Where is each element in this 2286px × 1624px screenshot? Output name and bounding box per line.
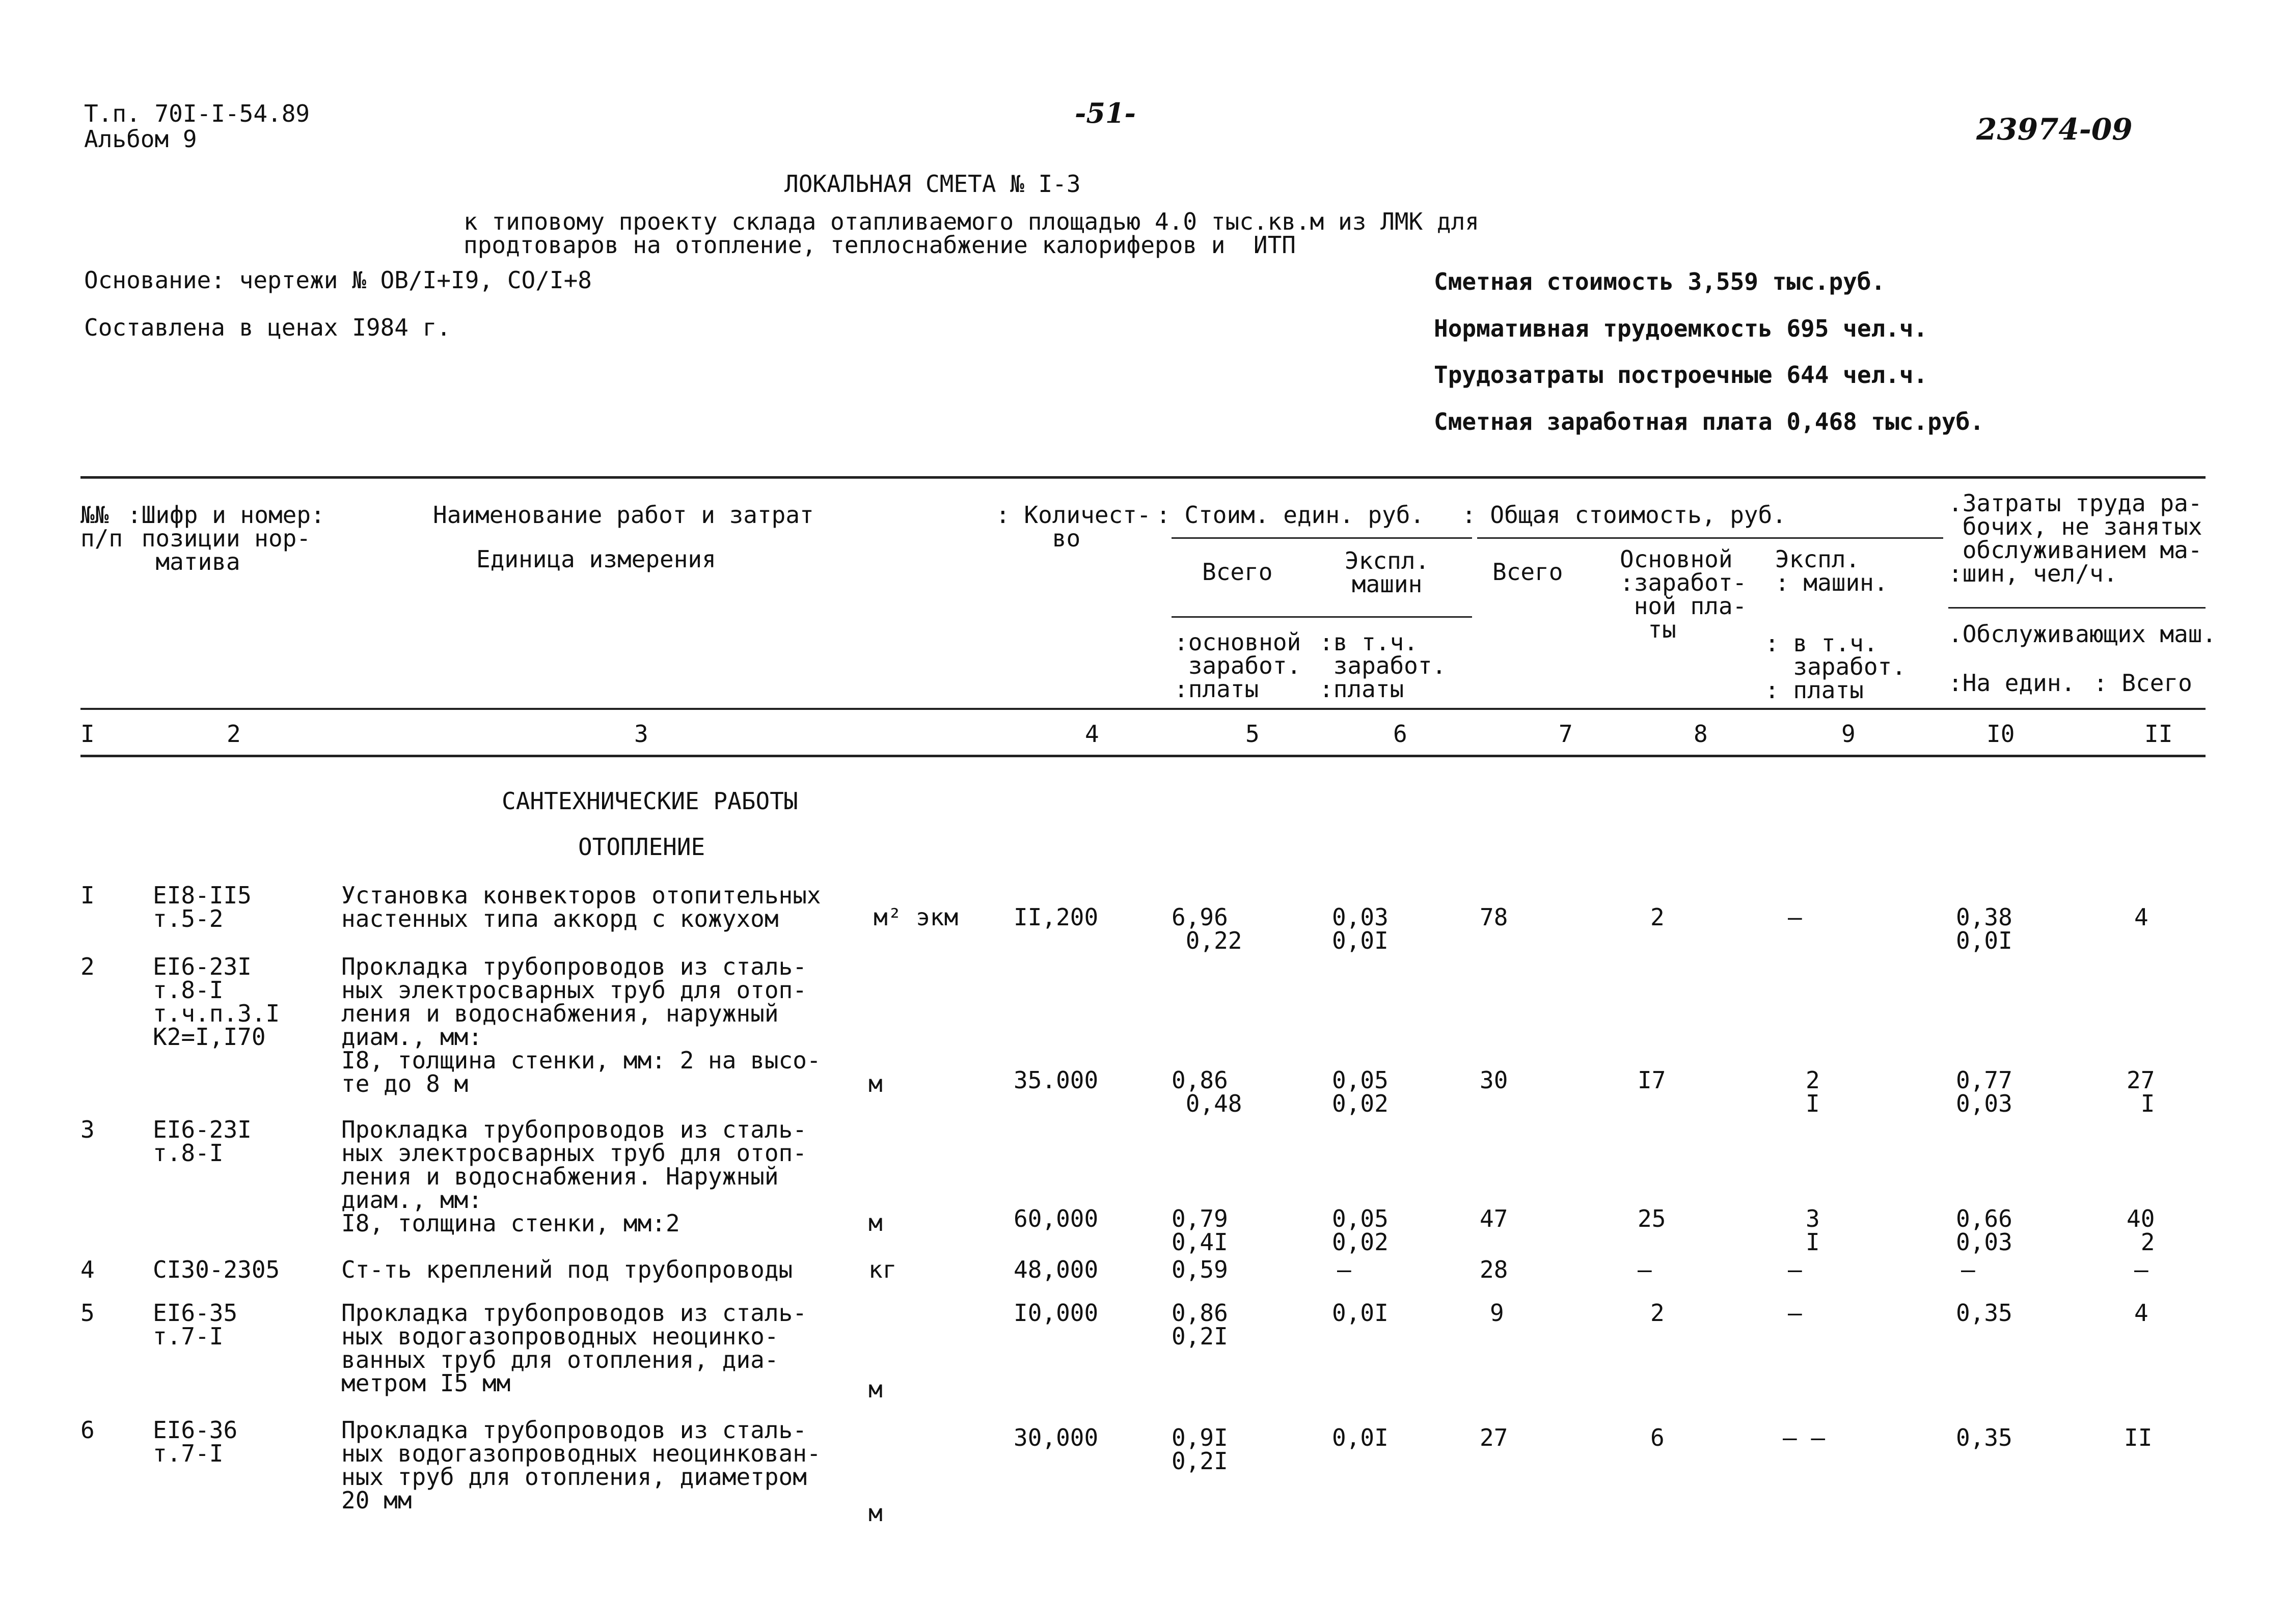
total-cost-underline <box>1477 537 1943 539</box>
col-number-2: 2 <box>227 720 241 748</box>
row-total-total: 30 <box>1480 1066 1508 1094</box>
header-labor: .Затраты труда ра- бочих, не занятых обслуживанием ма- :шин, чел/ч. <box>1948 489 2202 587</box>
row-number: 3 <box>80 1116 95 1143</box>
doc-id-line1: Т.п. 70I-I-54.89 <box>84 100 310 127</box>
row-labor-unit: 0,77 0,03 <box>1956 1066 2012 1117</box>
row-unit-total: 0,9I 0,2I <box>1172 1424 1228 1475</box>
row-unit: м <box>868 1070 883 1097</box>
row-total-mach: 3 I <box>1806 1205 1820 1256</box>
row-code: EI6-23I т.8-I т.ч.п.3.I К2=I,I70 <box>153 953 280 1051</box>
header-total-mach: Экспл. : машин. <box>1775 545 1888 596</box>
row-unit: м <box>868 1499 883 1527</box>
header-labor-serv: .Обслуживающих маш. <box>1948 620 2217 648</box>
row-code: CI30-2305 <box>153 1256 280 1283</box>
header-total-cost: : Общая стоимость, руб. <box>1462 501 1786 529</box>
document-subtitle-1: к типовому проекту склада отапливаемого площадью 4.0 тыс.кв.м из ЛМК для <box>464 208 1479 235</box>
row-unit-mach: 0,05 0,02 <box>1332 1205 1389 1256</box>
table-header-rule <box>80 708 2206 710</box>
row-code: EI8-II5 т.5-2 <box>153 882 252 932</box>
col-number-11: II <box>2144 720 2173 748</box>
row-quantity: 60,000 <box>1014 1205 1099 1232</box>
header-col-number: №№ п/п <box>80 501 123 552</box>
col-number-4: 4 <box>1085 720 1099 748</box>
row-total-wage: 2 <box>1650 903 1665 931</box>
basis-drawings: Основание: чертежи № ОВ/I+I9, СО/I+8 <box>84 266 592 294</box>
row-unit: м² экм <box>874 903 959 931</box>
section-heading: САНТЕХНИЧЕСКИЕ РАБОТЫ <box>502 787 798 815</box>
row-unit-total: 6,96 0,22 <box>1172 903 1242 954</box>
col-number-9: 9 <box>1841 720 1856 748</box>
row-labor-unit: 0,66 0,03 <box>1956 1205 2012 1256</box>
row-labor-total: 4 <box>2134 1299 2148 1327</box>
col-number-1: I <box>80 720 95 748</box>
row-unit: м <box>868 1375 883 1403</box>
row-unit-mach: – <box>1337 1256 1351 1283</box>
row-number: 5 <box>80 1299 95 1327</box>
row-number: 2 <box>80 953 95 980</box>
row-number: 4 <box>80 1256 95 1283</box>
row-total-total: 28 <box>1480 1256 1508 1283</box>
header-total-total: Всего <box>1492 558 1563 586</box>
header-col-code: :Шифр и номер: позиции нор- матива <box>127 501 325 575</box>
unit-cost-underline <box>1172 537 1472 539</box>
row-name: Прокладка трубопроводов из сталь- ных водогазопроводных неоцинко- ванных труб для отопления, диа- метром I5 мм <box>341 1299 807 1397</box>
row-unit-mach: 0,0I <box>1332 1299 1389 1327</box>
row-quantity: 35.000 <box>1014 1066 1099 1094</box>
row-total-total: 27 <box>1480 1424 1508 1451</box>
row-total-total: 78 <box>1480 903 1508 931</box>
row-total-mach: – – <box>1783 1424 1826 1451</box>
table-number-rule <box>80 755 2206 757</box>
col-number-8: 8 <box>1694 720 1708 748</box>
labor-mid-rule <box>1948 607 2206 609</box>
row-name: Ст-ть креплений под трубопроводы <box>341 1256 793 1283</box>
col-number-6: 6 <box>1393 720 1407 748</box>
inventory-number: 23974-09 <box>1976 112 2133 147</box>
basis-prices: Составлена в ценах I984 г. <box>84 314 451 341</box>
col-number-7: 7 <box>1559 720 1573 748</box>
row-name: Прокладка трубопроводов из сталь- ных электросварных труб для отоп- ления и водоснабжения. Наружный диам., мм: I8, толщина стенки, мм:2 <box>341 1116 807 1237</box>
row-unit-total: 0,86 0,48 <box>1172 1066 1242 1117</box>
header-total-wage: Основной :заработ- ной пла- ты <box>1620 545 1747 643</box>
row-quantity: II,200 <box>1014 903 1099 931</box>
row-total-total: 47 <box>1480 1205 1508 1232</box>
row-unit-total: 0,79 0,4I <box>1172 1205 1228 1256</box>
row-total-wage: – <box>1638 1256 1652 1283</box>
row-code: EI6-23I т.8-I <box>153 1116 252 1167</box>
row-total-wage: I7 <box>1638 1066 1666 1094</box>
summary-wages: Сметная заработная плата 0,468 тыс.руб. <box>1434 408 1984 435</box>
document-title: ЛОКАЛЬНАЯ СМЕТА № I-3 <box>784 170 1081 198</box>
row-labor-total: 40 2 <box>2127 1205 2155 1256</box>
row-code: EI6-36 т.7-I <box>153 1416 238 1467</box>
row-unit-total: 0,86 0,2I <box>1172 1299 1228 1350</box>
subsection-heading: ОТОПЛЕНИЕ <box>578 833 705 861</box>
row-labor-unit: 0,35 <box>1956 1424 2012 1451</box>
row-number: I <box>80 882 95 909</box>
unit-cost-mid-rule <box>1172 616 1472 618</box>
row-unit-mach: 0,0I <box>1332 1424 1389 1451</box>
doc-id-line2: Альбом 9 <box>84 125 197 153</box>
row-total-total: 9 <box>1490 1299 1504 1327</box>
header-unit-mach-wage: :в т.ч. заработ. :платы <box>1319 628 1447 703</box>
table-top-rule <box>80 476 2206 479</box>
col-number-10: I0 <box>1986 720 2015 748</box>
row-quantity: 48,000 <box>1014 1256 1099 1283</box>
header-total-mach-wage: : в т.ч. заработ. : платы <box>1765 629 1906 704</box>
summary-cost: Сметная стоимость 3,559 тыс.руб. <box>1434 268 1886 295</box>
header-col-name: Наименование работ и затрат <box>433 501 814 529</box>
row-labor-total: 4 <box>2134 903 2148 931</box>
row-unit-mach: 0,03 0,0I <box>1332 903 1389 954</box>
header-labor-per-unit: :На един. <box>1948 669 2076 697</box>
row-name: Прокладка трубопроводов из сталь- ных электросварных труб для отоп- ления и водоснабжения, наружный диам., мм: I8, толщина стенки, мм: 2 на высо- те до 8 м <box>341 953 821 1097</box>
row-labor-unit: – <box>1961 1256 1975 1283</box>
row-quantity: I0,000 <box>1014 1299 1099 1327</box>
row-code: EI6-35 т.7-I <box>153 1299 238 1350</box>
row-total-mach: – <box>1788 1299 1802 1327</box>
col-number-3: 3 <box>634 720 648 748</box>
row-unit-total: 0,59 <box>1172 1256 1228 1283</box>
row-name: Установка конвекторов отопительных настенных типа аккорд с кожухом <box>341 882 821 932</box>
document-subtitle-2: продтоваров на отопление, теплоснабжение калориферов и ИТП <box>464 231 1296 259</box>
header-col-quantity: : Количест- во <box>996 501 1151 552</box>
row-labor-total: II <box>2124 1424 2153 1451</box>
header-unit-mach: Экспл. машин <box>1345 547 1430 598</box>
row-unit-mach: 0,05 0,02 <box>1332 1066 1389 1117</box>
row-name: Прокладка трубопроводов из сталь- ных водогазопроводных неоцинкован- ных труб для отопления, диаметром 20 мм <box>341 1416 821 1514</box>
row-unit: м <box>868 1209 883 1236</box>
row-total-wage: 6 <box>1650 1424 1665 1451</box>
header-unit-wage: :основной заработ. :платы <box>1174 628 1301 703</box>
header-unit-total: Всего <box>1202 558 1273 586</box>
row-quantity: 30,000 <box>1014 1424 1099 1451</box>
row-total-mach: – <box>1788 903 1802 931</box>
row-number: 6 <box>80 1416 95 1444</box>
row-total-wage: 2 <box>1650 1299 1665 1327</box>
header-unit-cost: : Стоим. един. руб. <box>1156 501 1425 529</box>
page-number: -51- <box>1075 97 1136 129</box>
header-col-unit: Единица измерения <box>476 545 716 573</box>
col-number-5: 5 <box>1245 720 1260 748</box>
summary-labor-norm: Нормативная трудоемкость 695 чел.ч. <box>1434 315 1928 342</box>
row-total-mach: 2 I <box>1806 1066 1820 1117</box>
row-labor-total: – <box>2134 1256 2148 1283</box>
summary-labor-site: Трудозатраты построечные 644 чел.ч. <box>1434 361 1928 389</box>
row-total-wage: 25 <box>1638 1205 1666 1232</box>
row-total-mach: – <box>1788 1256 1802 1283</box>
row-unit: кг <box>868 1256 897 1283</box>
row-labor-unit: 0,35 <box>1956 1299 2012 1327</box>
row-labor-unit: 0,38 0,0I <box>1956 903 2012 954</box>
row-labor-total: 27 I <box>2127 1066 2155 1117</box>
header-labor-total: : Всего <box>2093 669 2192 697</box>
